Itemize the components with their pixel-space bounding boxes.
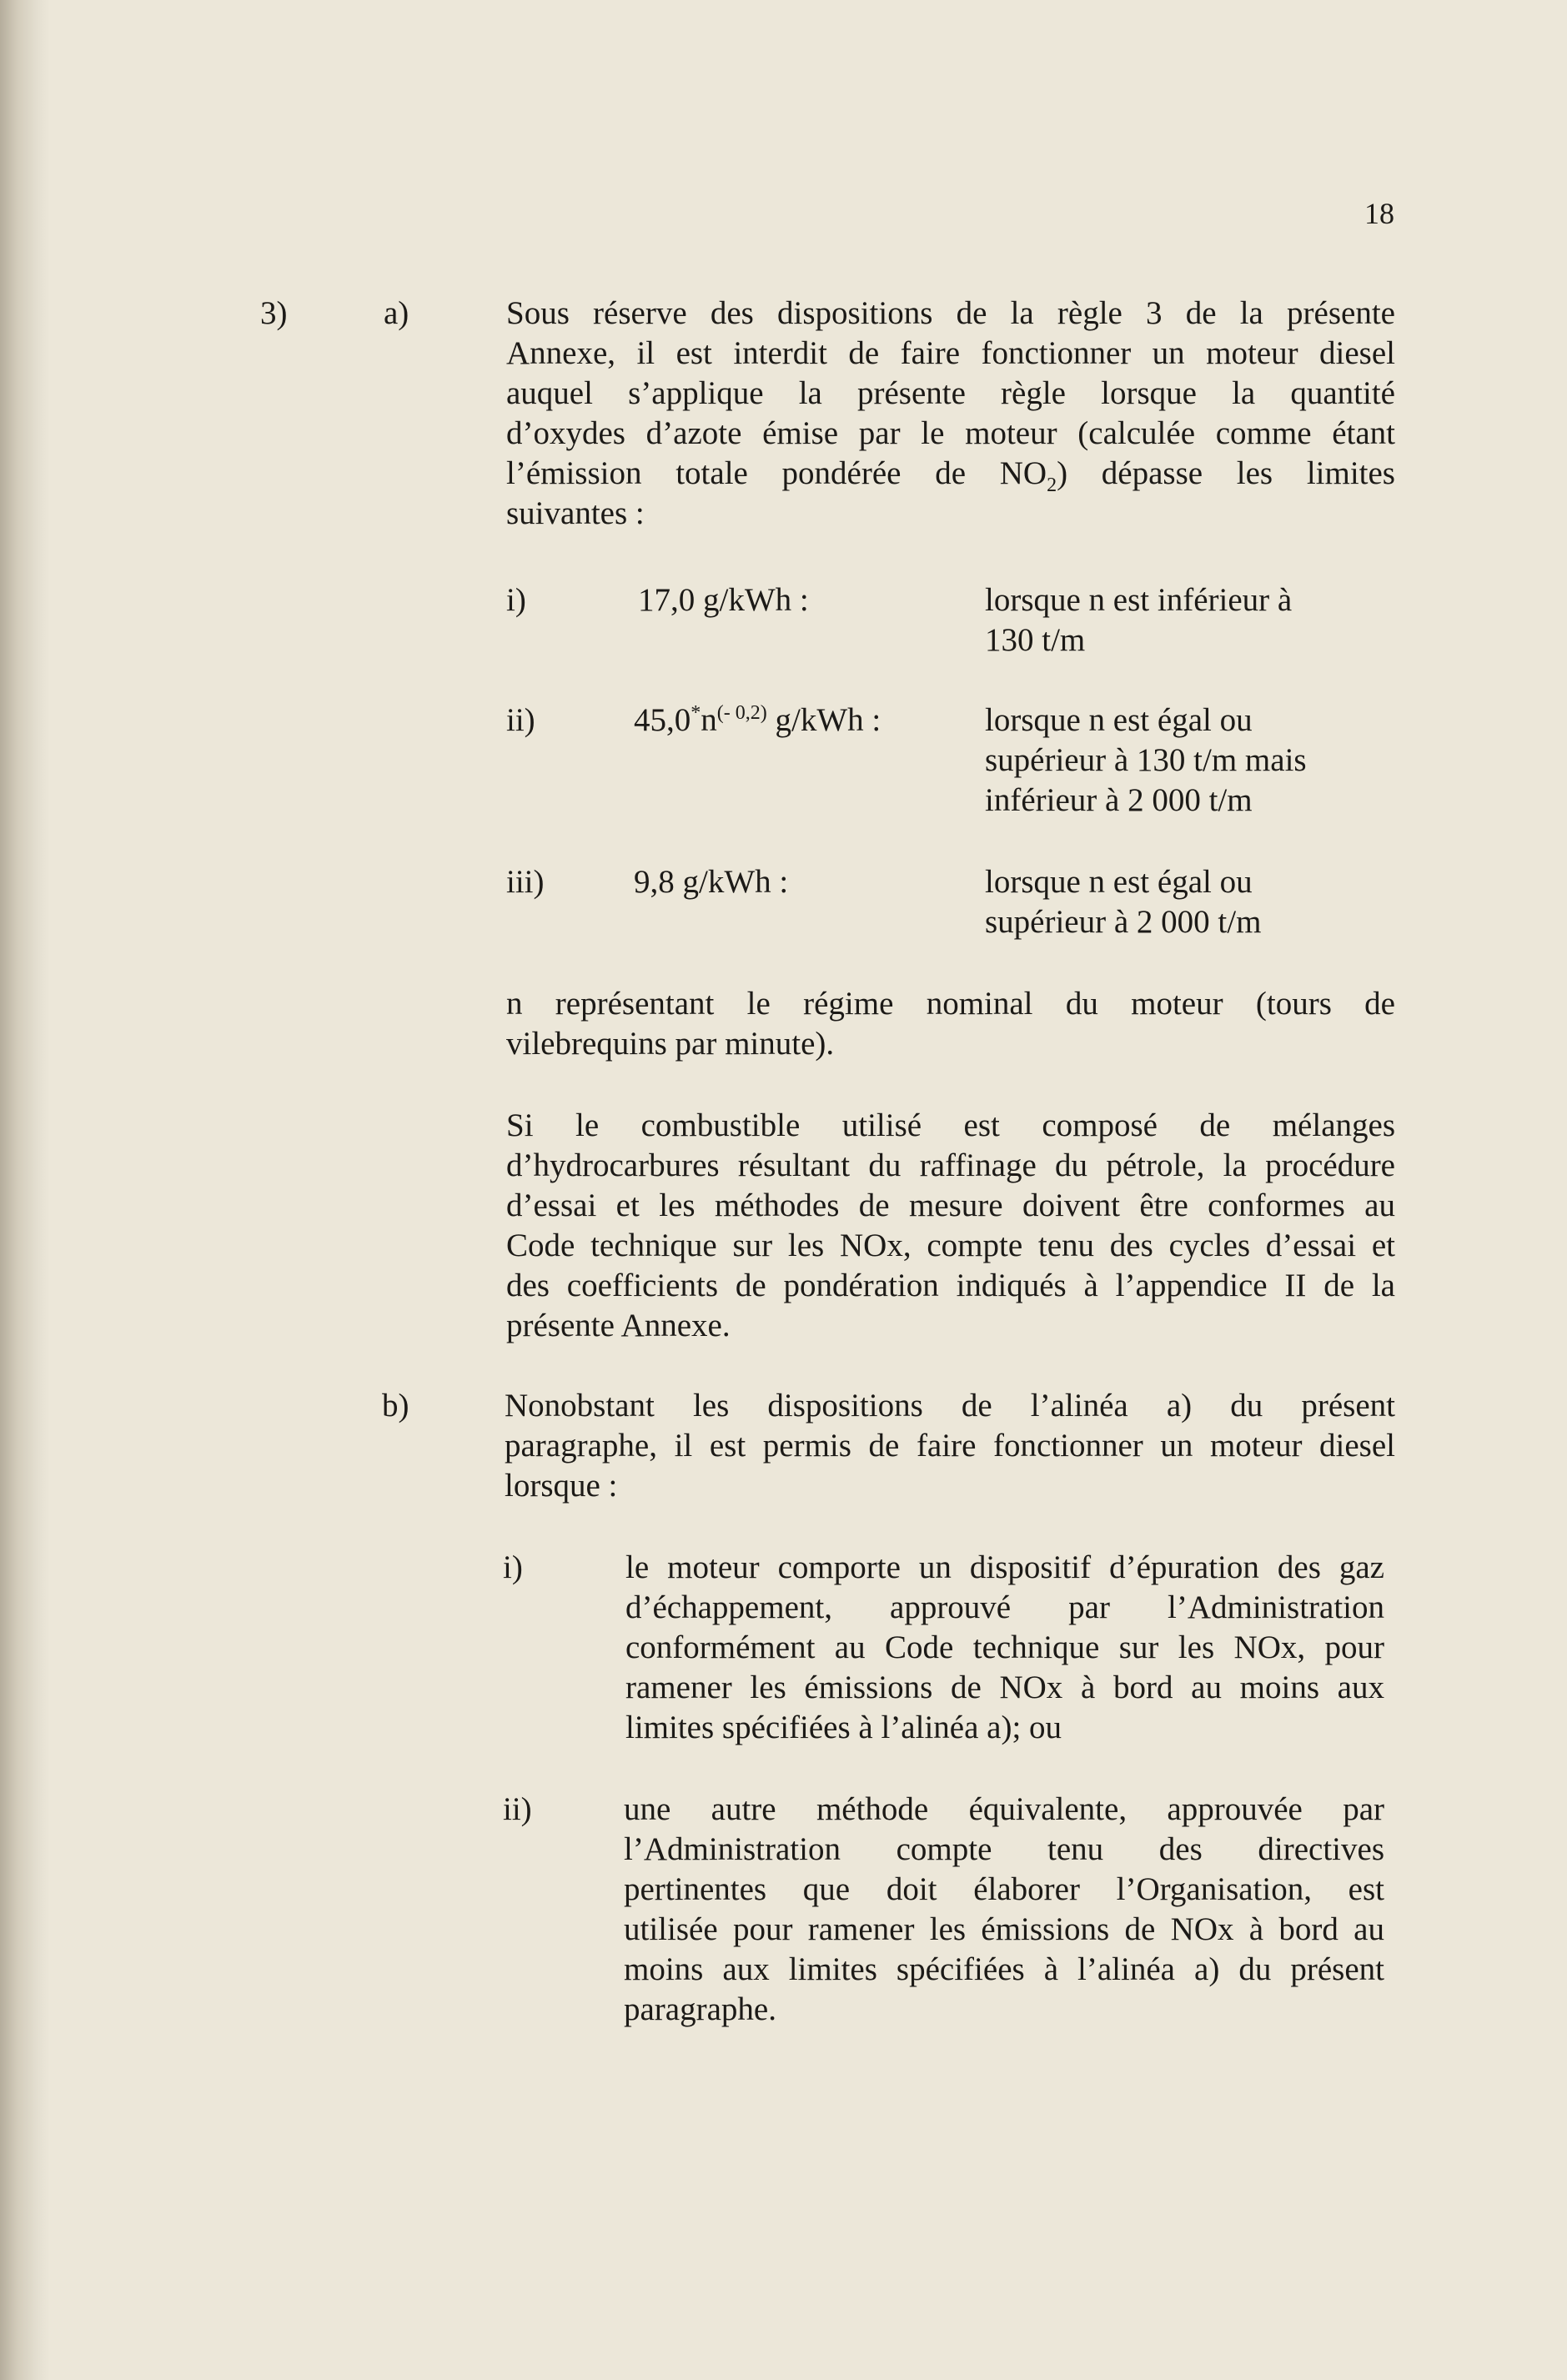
limit-iii-label: iii) (506, 864, 545, 900)
item-b-ii-line: l’Administration compte tenu des directives (624, 1831, 1384, 1867)
note-line: n représentant le régime nominal du moteur (tours de (506, 986, 1395, 1022)
item-b-i-line: ramener les émissions de NOx à bord au moins aux (625, 1670, 1384, 1705)
item-a-intro-line5-tail: ) dépasse les limites (1057, 455, 1395, 491)
item-b-ii-label: ii) (503, 1791, 532, 1827)
limit-iii-value: 9,8 g/kWh : (634, 864, 789, 900)
limit-ii-condition-line: lorsque n est égal ou (985, 702, 1253, 738)
item-a-intro-line (506, 454, 1395, 494)
item-a-intro-line: Sous réserve des dispositions de la règle 3 de la présente (506, 295, 1395, 331)
fuel-line: Si le combustible utilisé est composé de mélanges (506, 1107, 1395, 1143)
fuel-line: Code technique sur les NOx, compte tenu des cycles d’essai et (506, 1228, 1395, 1263)
item-a-intro (506, 294, 1395, 534)
item-b-intro-line: lorsque : (505, 1468, 618, 1504)
item-b-intro (505, 1386, 1395, 1506)
item-a-intro-line: suivantes : (506, 495, 645, 531)
item-a-intro-line: d’oxydes d’azote émise par le moteur (calculée comme étant (506, 415, 1395, 451)
item-a-intro-line: Annexe, il est interdit de faire fonctionner un moteur diesel (506, 335, 1395, 371)
limit-ii-unit: g/kWh : (766, 702, 881, 738)
item-b-i-line: conformément au Code technique sur les NOx, pour (625, 1629, 1384, 1665)
item-a-intro-line: auquel s’applique la présente règle lorsque la quantité (506, 375, 1395, 411)
limit-ii-coefficient: 45,0 (634, 702, 691, 738)
item-b-ii-line: une autre méthode équivalente, approuvée par (624, 1791, 1384, 1827)
item-b-intro-line: paragraphe, il est permis de faire fonctionner un moteur diesel (505, 1428, 1395, 1464)
no2-subscript: 2 (1047, 474, 1057, 496)
item-b-i-label: i) (503, 1549, 523, 1585)
item-b-ii-text (624, 1790, 1384, 2030)
limit-ii-condition (985, 700, 1307, 821)
paragraph-label: 3) (260, 295, 288, 331)
item-b-ii-line: moins aux limites spécifiées à l’alinéa a) du présent (624, 1951, 1384, 1987)
page-number: 18 (1364, 197, 1394, 230)
item-b-ii-line: utilisée pour ramener les émissions de NOx à bord au (624, 1911, 1384, 1947)
limit-i-value: 17,0 g/kWh : (638, 582, 809, 618)
limit-ii-n: n (701, 702, 717, 738)
limit-ii-condition-line: supérieur à 130 t/m mais (985, 742, 1307, 778)
fuel-line: d’essai et les méthodes de mesure doivent être conformes au (506, 1187, 1395, 1223)
item-b-i-line: limites spécifiées à l’alinéa a); ou (625, 1710, 1062, 1745)
item-b-intro-line: Nonobstant les dispositions de l’alinéa a) du présent (505, 1388, 1395, 1423)
item-b-ii-line: pertinentes que doit élaborer l’Organisation, est (624, 1871, 1384, 1907)
fuel-line: des coefficients de pondération indiqués à l’appendice II de la (506, 1268, 1395, 1303)
fuel-line: présente Annexe. (506, 1308, 731, 1343)
limit-i-condition-line: lorsque n est inférieur à (985, 582, 1293, 618)
item-b-label: b) (382, 1388, 409, 1423)
multiply-mark: * (691, 702, 701, 724)
limit-i-condition (985, 580, 1292, 660)
note-line: vilebrequins par minute). (506, 1026, 835, 1062)
limit-i-condition-line: 130 t/m (985, 622, 1086, 658)
item-a-fuel (506, 1106, 1395, 1346)
fuel-line: d’hydrocarbures résultant du raffinage du pétrole, la procédure (506, 1147, 1395, 1183)
page-spine-shadow (0, 0, 50, 2380)
item-b-i-line: le moteur comporte un dispositif d’épuration des gaz (625, 1549, 1384, 1585)
limit-ii-label: ii) (506, 702, 535, 738)
limit-iii-condition-line: lorsque n est égal ou (985, 864, 1253, 900)
limit-ii-condition-line: inférieur à 2 000 t/m (985, 782, 1253, 818)
limit-i-label: i) (506, 582, 526, 618)
limit-iii-condition (985, 862, 1261, 942)
limit-ii-value (634, 700, 881, 741)
item-a-label: a) (384, 295, 409, 331)
item-b-i-line: d’échappement, approuvé par l’Administration (625, 1589, 1384, 1625)
item-b-ii-line: paragraphe. (624, 1991, 776, 2027)
item-a-note (506, 984, 1395, 1064)
item-a-intro-line5-head: l’émission totale pondérée de NO (506, 455, 1047, 491)
item-b-i-text (625, 1548, 1384, 1748)
limit-ii-exponent: (- 0,2) (716, 702, 767, 724)
limit-iii-condition-line: supérieur à 2 000 t/m (985, 904, 1262, 940)
